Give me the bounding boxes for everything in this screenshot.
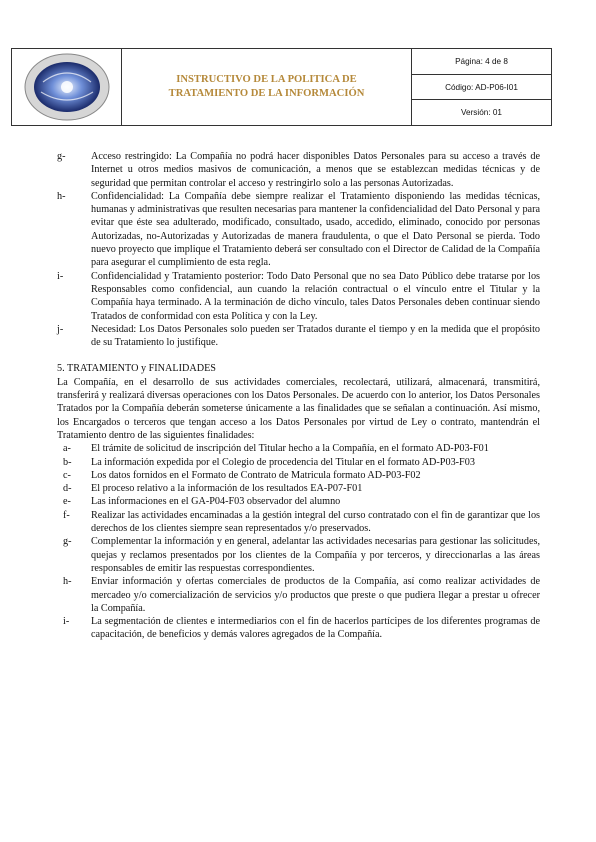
item-label: g- <box>63 536 72 548</box>
section-title: 5. TRATAMIENTO y FINALIDADES <box>57 363 216 375</box>
list-item <box>57 323 540 350</box>
item-text: Necesidad: Los Datos Personales solo pueden ser Tratados durante el tiempo y en la medida que el propósito de su Tratamiento lo justifique. <box>91 323 540 349</box>
item-label: d- <box>63 483 72 495</box>
item-label: g- <box>57 151 66 162</box>
document-version: Versión: 01 <box>412 99 551 125</box>
list-item <box>57 575 540 615</box>
item-label: b- <box>63 456 72 468</box>
item-text: Las informaciones en el GA-P04-F03 observador del alumno <box>91 496 341 508</box>
list-item <box>57 456 540 469</box>
item-text: El proceso relativo a la información de los resultados EA-P07-F01 <box>91 483 363 495</box>
list-item <box>57 509 540 536</box>
list-item <box>57 270 540 323</box>
purposes-list <box>57 442 540 641</box>
item-text: Acceso restringido: La Compañía no podrá hacer disponibles Datos Personales para su acceso a través de Internet u otros medios masivos de comunicación, a menos que se establezcan medidas técnicas y de seguridad que permitan controlar el acceso y restringirlo solo a las personas Autorizadas. <box>91 151 540 189</box>
institution-logo-icon <box>23 52 111 122</box>
page-number: Página: 4 de 8 <box>455 56 508 66</box>
item-label: i- <box>57 270 64 282</box>
title-line-1: INSTRUCTIVO DE LA POLITICA DE <box>176 74 357 85</box>
item-label: f- <box>63 509 70 521</box>
list-item <box>57 190 540 270</box>
title-line-2: TRATAMIENTO DE LA INFORMACIÓN <box>168 88 365 99</box>
item-text: El trámite de solicitud de inscripción del Titular hecho a la Compañía, en el formato AD-P03-F01 <box>91 443 489 455</box>
item-label: j- <box>57 323 64 335</box>
item-label: h- <box>57 190 66 202</box>
item-label: i- <box>63 616 70 628</box>
list-item <box>57 469 540 482</box>
item-text: Confidencialidad y Tratamiento posterior: Todo Dato Personal que no sea Dato Público debe tratarse por los Responsables como confidencial, aun cuando la relación contractual o el vínculo entre el Titular y la Compañía haya terminado. A la terminación de dicho vínculo, tales Datos Personales deben continuar siendo Tratados de conformidad con esta Política y con la Ley. <box>91 270 540 322</box>
list-item <box>57 442 540 455</box>
item-text: La información expedida por el Colegio de procedencia del Titular en el formato AD-P03-F03 <box>91 456 475 468</box>
list-item <box>57 150 540 190</box>
document-meta <box>412 49 551 125</box>
document-header <box>11 48 552 126</box>
item-text: Confidencialidad: La Compañía debe siempre realizar el Tratamiento disponiendo las medidas técnicas, humanas y administrativas que resulten necesarias para mantener la confidencialidad del Dato Personal y para evitar que éste sea adulterado, modificado, consultado, usado, accedido, eliminado, conocido por personas Autorizadas, no-Autorizadas y Autorizadas de manera fraudulenta, o que el Dato Personal se pierda. Todo nuevo proyecto que implique el Tratamiento deberá ser consultado con el Director de Calidad de la Compañía para asegurar el cumplimiento de esta regla. <box>91 190 540 269</box>
list-item <box>57 495 540 508</box>
item-label: h- <box>63 576 72 588</box>
item-label: c- <box>63 469 71 481</box>
document-body <box>57 150 540 642</box>
list-item <box>57 482 540 495</box>
principles-list <box>57 150 540 349</box>
section-intro: La Compañía, en el desarrollo de sus actividades comerciales, recolectará, utilizará, almacenará, transmitirá, transferirá y realizará diversas operaciones con los Datos Personales. De acuerdo con lo anterior, los Datos Personales Tratados por la Compañía deberán someterse únicamente a las finalidades que se señalan a continuación. Así mismo, los Encargados o terceros que tengan acceso a los Datos Personales por virtud de Ley o contrato, mantendrán el Tratamiento dentro de las siguientes finalidades: <box>57 376 540 441</box>
document-title <box>122 49 412 125</box>
item-label: e- <box>63 496 71 508</box>
document-code: Código: AD-P06-I01 <box>412 74 551 100</box>
item-text: Complementar la información y en general, adelantar las actividades necesarias para gestionar las solicitudes, quejas y reclamos presentados por los clientes de la Compañía y por terceros, y direccionarlas a las áreas responsables de emitir las respuestas correspondientes. <box>91 536 540 574</box>
item-label: a- <box>63 443 71 455</box>
list-item <box>57 535 540 575</box>
item-text: Realizar las actividades encaminadas a la gestión integral del curso contratado con el fin de garantizar que los derechos de los clientes siempre sean representados y/o preservados. <box>91 509 540 535</box>
logo-cell <box>12 49 122 125</box>
item-text: Enviar información y ofertas comerciales de productos de la Compañía, así como realizar actividades de mercadeo y/o comercialización de servicios y/o productos que preste o que pudiera llegar a prestar u ofrecer la Compañía. <box>91 576 540 614</box>
item-text: Los datos fornidos en el Formato de Contrato de Matricula formato AD-P03-F02 <box>91 469 421 481</box>
item-text: La segmentación de clientes e intermediarios con el fin de hacerlos partícipes de los diferentes programas de capacitación, de beneficios y demás valores agregados de la Compañía. <box>91 616 540 641</box>
list-item <box>57 615 540 642</box>
